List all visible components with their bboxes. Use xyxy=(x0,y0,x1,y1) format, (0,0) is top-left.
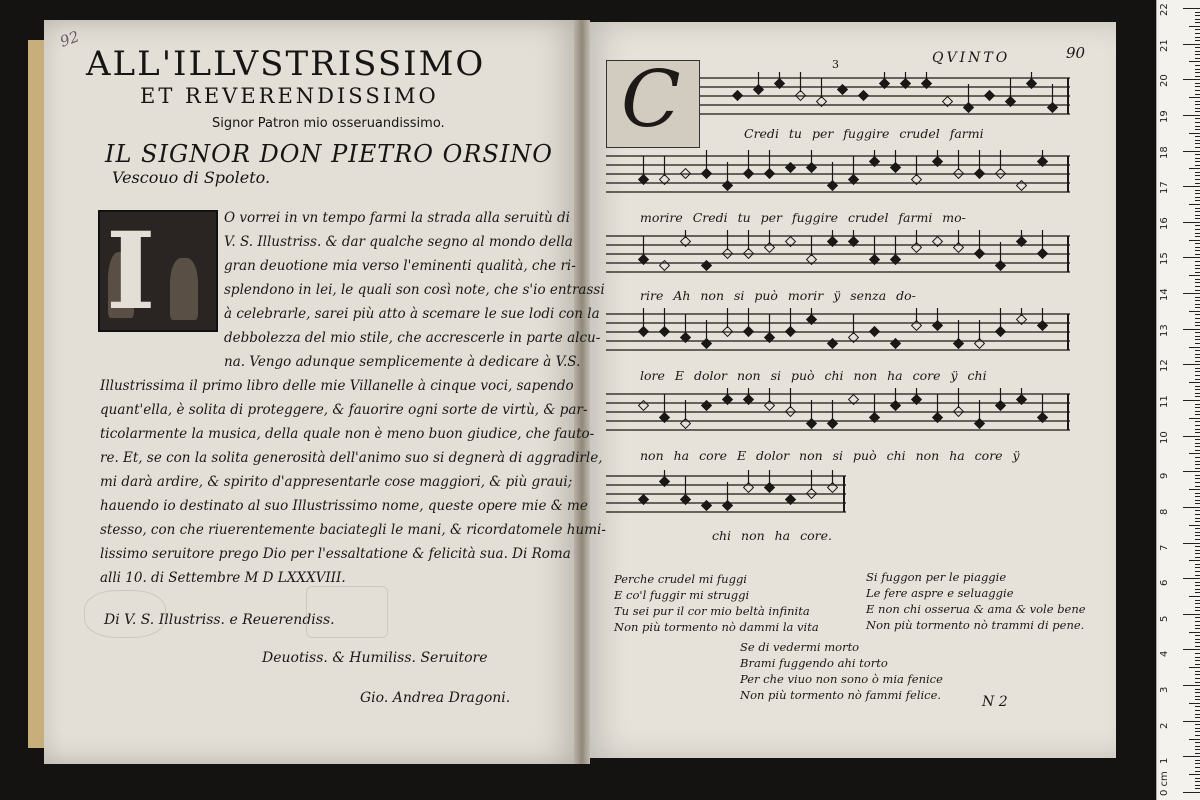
verse-line: Per che viuo non sono ò mia fenice xyxy=(740,672,943,686)
verse-line: Si fuggon per le piaggie xyxy=(866,570,1007,584)
music-note-icon xyxy=(828,339,838,349)
music-note-icon xyxy=(639,327,649,337)
music-note-icon xyxy=(660,261,670,271)
music-note-icon xyxy=(723,501,733,511)
music-note-icon xyxy=(891,163,901,173)
music-note-icon xyxy=(744,327,754,337)
music-note-icon xyxy=(996,261,1006,271)
music-note-icon xyxy=(912,243,922,253)
dedicatee-name: IL SIGNOR DON PIETRO ORSINO xyxy=(105,140,553,168)
music-note-icon xyxy=(912,321,922,331)
library-stamp-icon xyxy=(84,590,166,638)
body-line: à celebrarle, sarei più atto à scemare le sue lodi con la xyxy=(224,306,600,322)
body-line: debbolezza del mio stile, che accrescerle in parte alcu- xyxy=(224,330,601,346)
ruler-label: 12 xyxy=(1159,359,1170,373)
music-staff xyxy=(606,470,846,518)
ruler-label: 0 cm xyxy=(1159,771,1170,796)
music-note-icon xyxy=(765,243,775,253)
music-note-icon xyxy=(702,169,712,179)
music-staff xyxy=(606,388,1070,436)
dedication-line: Signor Patron mio osseruandissimo. xyxy=(212,116,445,131)
music-note-icon xyxy=(807,163,817,173)
music-note-icon xyxy=(828,483,838,493)
music-note-icon xyxy=(702,339,712,349)
music-note-icon xyxy=(744,483,754,493)
music-note-icon xyxy=(975,419,985,429)
music-staff xyxy=(606,230,1070,278)
book-gutter xyxy=(574,20,590,764)
body-line: gran deuotione mia verso l'eminenti qualità, che ri- xyxy=(224,258,576,274)
dedicatee-title: Vescouo di Spoleto. xyxy=(112,168,271,187)
verse-line: Tu sei pur il cor mio beltà infinita xyxy=(614,604,810,618)
music-note-icon xyxy=(786,327,796,337)
music-note-icon xyxy=(954,243,964,253)
body-line: quant'ella, è solita di proteggere, & fauorire ogni sorte de virtù, & par- xyxy=(100,402,588,418)
music-note-icon xyxy=(996,327,1006,337)
ruler-label: 6 xyxy=(1159,579,1170,587)
lyric-line: non ha core E dolor non si può chi non ha core ÿ xyxy=(640,448,1020,463)
ruler-label: 4 xyxy=(1159,651,1170,658)
body-line: Illustrissima il primo libro delle mie Villanelle à cinque voci, sapendo xyxy=(100,378,574,394)
music-note-icon xyxy=(828,419,838,429)
lyric-line: Credi tu per fuggire crudel farmi xyxy=(744,126,984,141)
woodcut-initial-icon: I xyxy=(98,210,218,332)
music-staff xyxy=(606,308,1070,356)
music-note-icon xyxy=(933,321,943,331)
ruler-label: 21 xyxy=(1159,38,1170,52)
verse-line: Se di vedermi morto xyxy=(740,640,860,654)
dedication-title: ALL'ILLVSTRISSIMO xyxy=(86,44,486,84)
music-note-icon xyxy=(975,339,985,349)
ruler-label: 19 xyxy=(1159,110,1170,123)
music-note-icon xyxy=(1048,103,1058,113)
music-note-icon xyxy=(681,419,691,429)
verse-line: Perche crudel mi fuggi xyxy=(614,572,747,586)
lyric-line: rire Ah non si può morir ÿ senza do- xyxy=(640,288,916,303)
ruler-label: 5 xyxy=(1159,615,1170,622)
body-line: stesso, con che riuerentemente baciategli le mani, & ricordatomele humi- xyxy=(100,522,606,538)
ruler-label: 10 xyxy=(1159,430,1170,444)
music-note-icon xyxy=(765,483,775,493)
music-note-icon xyxy=(975,169,985,179)
ruler-label: 9 xyxy=(1159,472,1170,480)
music-note-icon xyxy=(639,401,649,411)
ruler-label: 18 xyxy=(1159,145,1170,159)
music-note-icon xyxy=(786,163,796,173)
music-note-icon xyxy=(975,249,985,259)
part-label: QVINTO xyxy=(932,50,1011,66)
music-note-icon xyxy=(1038,321,1048,331)
music-note-icon xyxy=(660,327,670,337)
music-note-icon xyxy=(702,501,712,511)
body-line: V. S. Illustriss. & dar qualche segno al mondo della xyxy=(224,234,573,250)
music-note-icon xyxy=(838,85,848,95)
music-note-icon xyxy=(870,327,880,337)
music-note-icon xyxy=(765,401,775,411)
ruler-label: 7 xyxy=(1159,544,1170,551)
verse-line: Brami fuggendo ahi torto xyxy=(740,656,888,670)
lyric-line: lore E dolor non si può chi non ha core ÿ chi xyxy=(640,368,987,383)
music-note-icon xyxy=(754,85,764,95)
verse-line: Non più tormento nò dammi la vita xyxy=(614,620,819,634)
ruler-label: 8 xyxy=(1159,508,1170,515)
body-line: alli 10. di Settembre M D LXXXVIII. xyxy=(100,570,346,586)
woodcut-initial-icon: C xyxy=(606,60,700,148)
ruler-label: 20 xyxy=(1159,74,1170,88)
closing-salutation: Di V. S. Illustriss. e Reuerendiss. xyxy=(104,612,335,628)
music-staff xyxy=(700,72,1070,120)
music-note-icon xyxy=(807,419,817,429)
body-line: hauendo io destinato al suo Illustrissimo nome, queste opere mie & me xyxy=(100,498,588,514)
page-number: 90 xyxy=(1066,44,1086,62)
music-note-icon xyxy=(891,401,901,411)
ruler-label: 2 xyxy=(1159,722,1170,729)
music-note-icon xyxy=(996,401,1006,411)
ruler-label: 22 xyxy=(1159,3,1170,16)
verse-line: E co'l fuggir mi struggi xyxy=(614,588,750,602)
music-note-icon xyxy=(765,169,775,179)
music-note-icon xyxy=(723,181,733,191)
lyric-line: chi non ha core. xyxy=(712,528,832,543)
music-note-icon xyxy=(964,103,974,113)
verse-line: Le fere aspre e seluaggie xyxy=(866,586,1014,600)
library-stamp-icon xyxy=(306,586,388,638)
body-line: na. Vengo adunque semplicemente à dedicare à V.S. xyxy=(224,354,581,370)
music-note-icon xyxy=(702,401,712,411)
music-note-icon xyxy=(985,91,995,101)
music-staff xyxy=(606,150,1070,198)
body-line: lissimo seruitore prego Dio per l'essaltatione & felicità sua. Di Roma xyxy=(100,546,571,562)
body-line: ticolarmente la musica, della quale non è meno buon giudice, che fauto- xyxy=(100,426,595,442)
measurement-ruler xyxy=(1156,0,1200,800)
ruler-label: 16 xyxy=(1159,217,1170,230)
part-marker: 3 xyxy=(832,58,839,71)
closing-servant: Deuotiss. & Humiliss. Seruitore xyxy=(262,650,488,666)
ruler-label: 3 xyxy=(1159,686,1170,694)
author-signature: Gio. Andrea Dragoni. xyxy=(360,690,511,706)
music-note-icon xyxy=(744,169,754,179)
handwritten-note: 92 xyxy=(57,27,82,51)
music-note-icon xyxy=(954,339,964,349)
body-line: splendono in lei, le quali son così note, che s'io entrassi xyxy=(224,282,605,298)
music-note-icon xyxy=(702,261,712,271)
music-note-icon xyxy=(1017,181,1027,191)
ruler-label: 13 xyxy=(1159,323,1170,337)
verse-line: E non chi osserua & ama & vole bene xyxy=(866,602,1086,616)
music-note-icon xyxy=(859,91,869,101)
body-line: mi darà ardire, & spirito d'appresentarle cose maggiori, & più graui; xyxy=(100,474,573,490)
verse-line: Non più tormento nò fammi felice. xyxy=(740,688,942,702)
body-line: O vorrei in vn tempo farmi la strada alla seruitù di xyxy=(224,210,570,226)
music-note-icon xyxy=(1038,249,1048,259)
ruler-label: 14 xyxy=(1159,288,1170,302)
body-line: re. Et, se con la solita generosità dell'animo suo si degnerà di aggradirle, xyxy=(100,450,603,466)
signature-mark: N 2 xyxy=(982,694,1008,710)
ruler-label: 17 xyxy=(1159,181,1170,195)
verse-line: Non più tormento nò trammi di pene. xyxy=(866,618,1085,632)
ruler-label: 11 xyxy=(1159,395,1170,408)
ruler-label: 1 xyxy=(1159,757,1170,765)
music-note-icon xyxy=(891,339,901,349)
ruler-label: 15 xyxy=(1159,252,1170,266)
lyric-line: morire Credi tu per fuggire crudel farmi mo- xyxy=(640,210,966,225)
music-note-icon xyxy=(828,181,838,191)
dedication-subtitle: ET REVERENDISSIMO xyxy=(140,84,439,108)
music-note-icon xyxy=(733,91,743,101)
